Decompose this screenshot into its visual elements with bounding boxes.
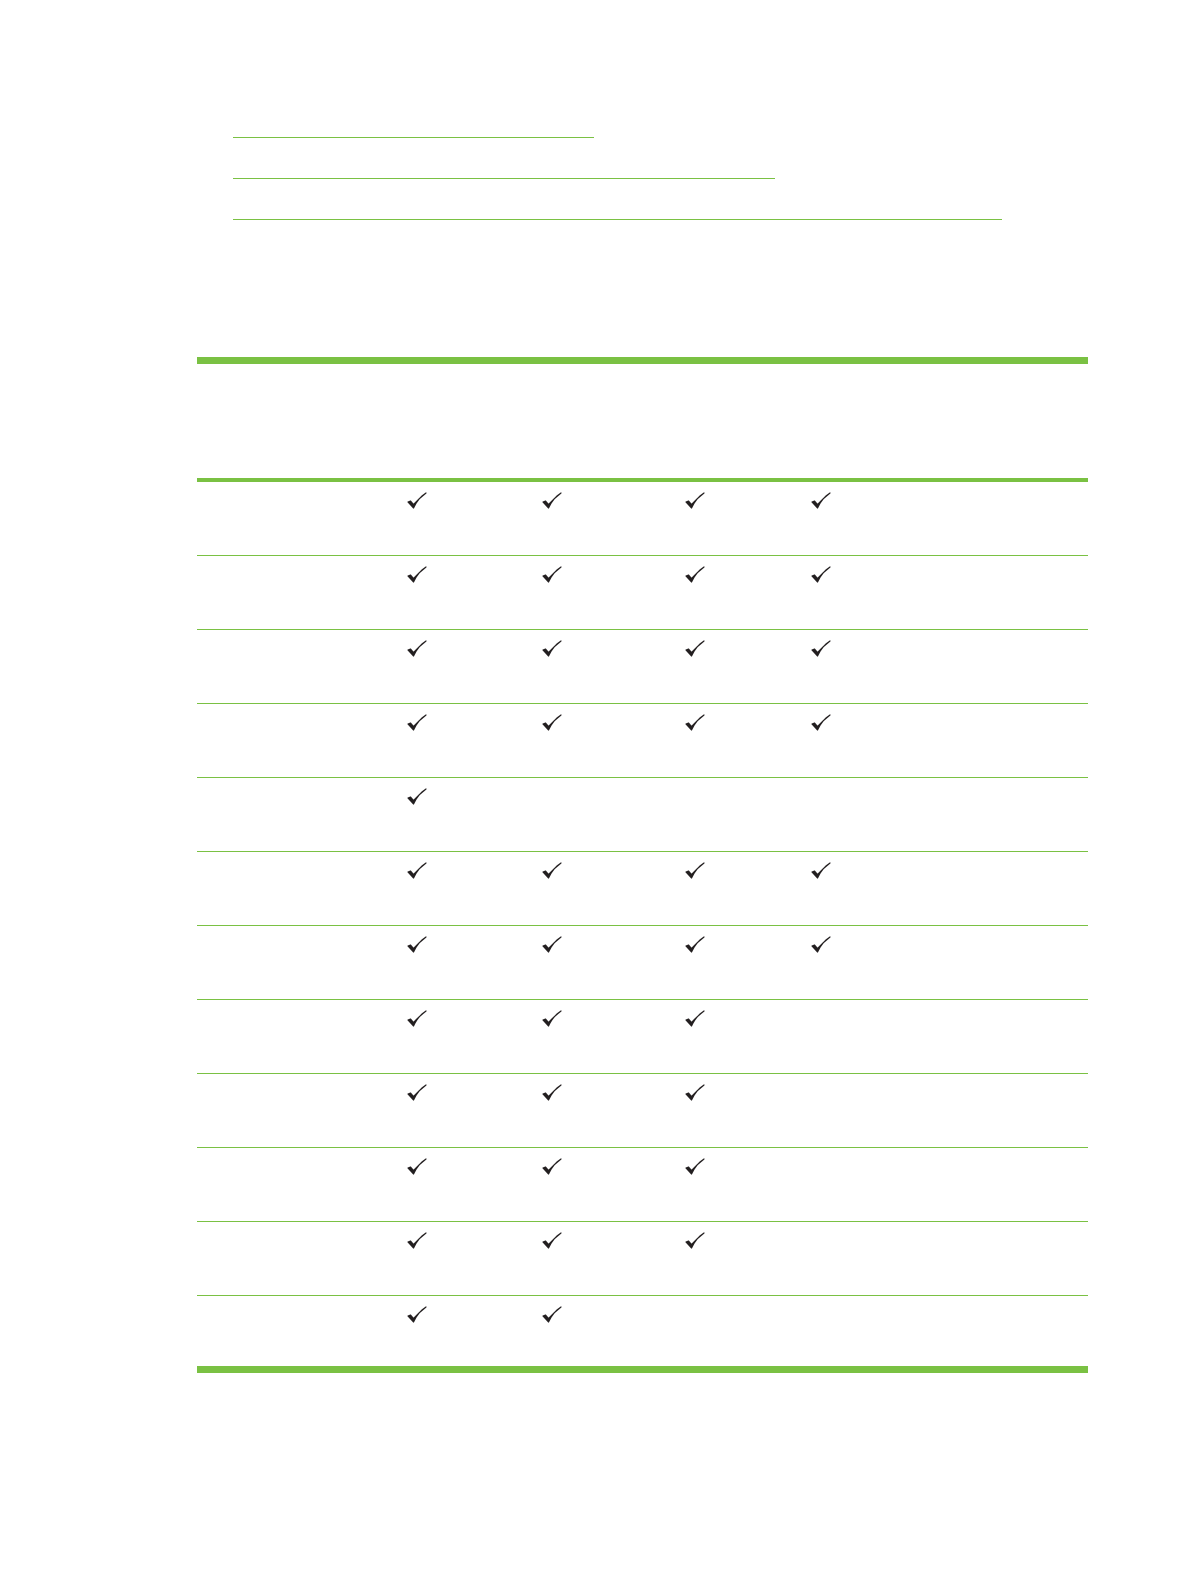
checkmark-icon [684,1008,714,1034]
table-header [197,364,1088,478]
table-row [197,926,1088,1000]
table-top-rule [197,357,1088,364]
checkmark-icon [406,860,436,886]
checkmark-icon [541,1230,571,1256]
checkmark-icon [406,934,436,960]
checkmark-icon [406,712,436,738]
checkmark-icon [406,786,436,812]
checkmark-icon [541,1156,571,1182]
checkmark-icon [406,1082,436,1108]
checkmark-icon [810,860,840,886]
checkmark-icon [684,1156,714,1182]
checkmark-icon [406,1156,436,1182]
checkmark-icon [684,564,714,590]
table-row [197,556,1088,630]
link-3[interactable] [233,219,1002,220]
checkmark-icon [684,860,714,886]
table-row [197,852,1088,926]
checkmark-icon [541,564,571,590]
checkmark-icon [810,490,840,516]
checkmark-icon [406,490,436,516]
checkmark-icon [810,564,840,590]
checkmark-icon [684,638,714,664]
link-2[interactable] [233,178,775,179]
table-row [197,1222,1088,1296]
table-row [197,1074,1088,1148]
checkmark-icon [684,934,714,960]
table-row [197,1148,1088,1222]
checkmark-icon [684,490,714,516]
checkmark-icon [684,712,714,738]
checkmark-icon [541,934,571,960]
table-row [197,778,1088,852]
checkmark-icon [406,1304,436,1330]
table-body [197,482,1088,1366]
checkmark-icon [541,860,571,886]
checkmark-icon [406,1008,436,1034]
checkmark-icon [406,564,436,590]
table-row [197,630,1088,704]
table-bottom-rule [197,1366,1088,1373]
link-1[interactable] [233,137,594,138]
checkmark-icon [541,1082,571,1108]
checkmark-icon [541,712,571,738]
checkmark-icon [541,1008,571,1034]
table-row [197,1000,1088,1074]
checkmark-icon [406,1230,436,1256]
checkmark-icon [810,638,840,664]
table-row [197,1296,1088,1366]
table-row [197,482,1088,556]
table-row [197,704,1088,778]
checkmark-icon [541,490,571,516]
checkmark-icon [684,1230,714,1256]
checkmark-icon [684,1082,714,1108]
checkmark-icon [810,712,840,738]
checkmark-icon [406,638,436,664]
checkmark-icon [810,934,840,960]
checkmark-icon [541,1304,571,1330]
checkmark-icon [541,638,571,664]
feature-support-table [197,357,1088,1373]
